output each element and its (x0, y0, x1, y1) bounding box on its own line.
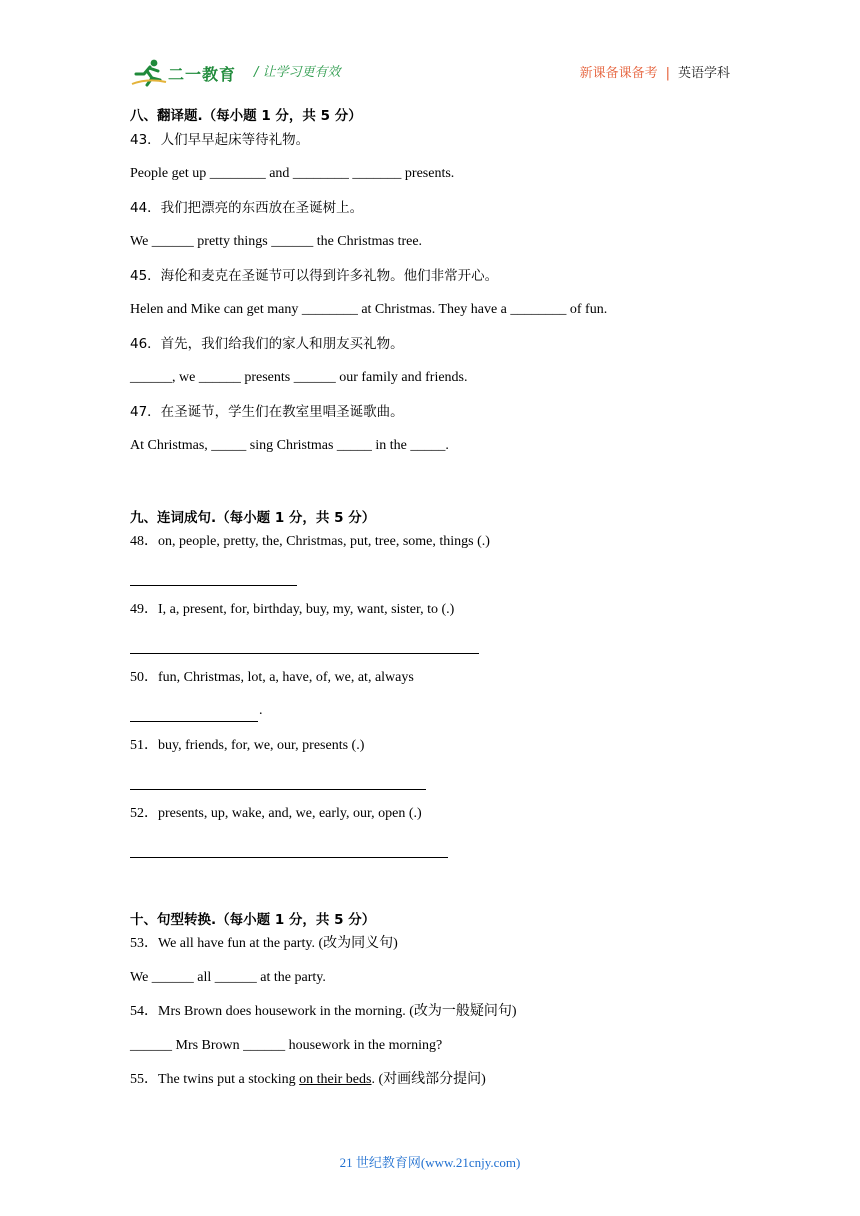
section-title-word-order: 九、连词成句.（每小题 1 分，共 5 分） (130, 510, 376, 526)
question-55-instruction: . (对画线部分提问) (371, 1072, 486, 1087)
question-45-prompt: 45．海伦和麦克在圣诞节可以得到许多礼物。他们非常开心。 (130, 268, 499, 284)
running-figure-icon (130, 58, 170, 88)
logo-text: 二一教育 (168, 65, 237, 84)
question-51-answer-line (130, 768, 730, 802)
header-slogan: / 让学习更有效 (254, 65, 341, 80)
question-48-prompt: 48．on, people, pretty, the, Christmas, put, tree, some, things (.) (130, 534, 490, 549)
question-53-prompt: 53．We all have fun at the party. (改为同义句) (130, 936, 398, 951)
question-49-prompt: 49．I, a, present, for, birthday, buy, my, want, sister, to (.) (130, 602, 455, 617)
page-header (130, 54, 730, 94)
question-51-prompt: 51．buy, friends, for, we, our, presents (.) (130, 738, 365, 753)
header-subject-label: 英语学科 (677, 66, 730, 81)
section-title-translation: 八、翻译题.（每小题 1 分，共 5 分） (130, 108, 362, 124)
question-47-prompt: 47．在圣诞节，学生们在教室里唱圣诞歌曲。 (130, 404, 404, 420)
header-course-label: 新课备课备考 (579, 66, 658, 81)
question-44-prompt: 44．我们把漂亮的东西放在圣诞树上。 (130, 200, 364, 216)
brand-logo (130, 58, 242, 88)
question-47-answer: At Christmas, _____ sing Christmas _____ in the _____. (130, 438, 449, 453)
section-title-sentence-transform: 十、句型转换.（每小题 1 分，共 5 分） (130, 912, 376, 928)
question-43-answer: People get up ________ and ________ _______ presents. (130, 166, 455, 181)
question-48-answer-line (130, 564, 730, 598)
question-52-answer-line (130, 836, 730, 870)
page-footer: 21 世纪教育网(www.21cnjy.com) (339, 1155, 521, 1170)
question-55-prompt (130, 1068, 730, 1102)
document-content (130, 104, 730, 1102)
question-55-text: 55．The twins put a stocking (130, 1072, 300, 1087)
header-right (580, 62, 730, 81)
section-gap (130, 468, 730, 506)
question-54-prompt: 54．Mrs Brown does housework in the morning. (改为一般疑问句) (130, 1004, 517, 1019)
question-53-answer: We ______ all ______ at the party. (130, 970, 326, 985)
question-43-prompt: 43．人们早早起床等待礼物。 (130, 132, 310, 148)
question-46-answer: ______, we ______ presents ______ our family and friends. (130, 370, 468, 385)
section-gap (130, 870, 730, 908)
question-52-prompt: 52．presents, up, wake, and, we, early, our, open (.) (130, 806, 422, 821)
question-46-prompt: 46．首先，我们给我们的家人和朋友买礼物。 (130, 336, 404, 352)
question-44-answer: We ______ pretty things ______ the Christmas tree. (130, 234, 423, 249)
question-45-answer: Helen and Mike can get many ________ at Christmas. They have a ________ of fun. (130, 302, 608, 317)
question-49-answer-line (130, 632, 730, 666)
question-50-period: . (259, 703, 263, 718)
header-separator: | (665, 66, 670, 81)
question-55-underlined: on their beds (299, 1072, 372, 1087)
question-50-answer-line (130, 700, 730, 734)
question-54-answer: ______ Mrs Brown ______ housework in the morning? (130, 1038, 443, 1053)
question-50-prompt: 50．fun, Christmas, lot, a, have, of, we, at, always (130, 670, 414, 685)
